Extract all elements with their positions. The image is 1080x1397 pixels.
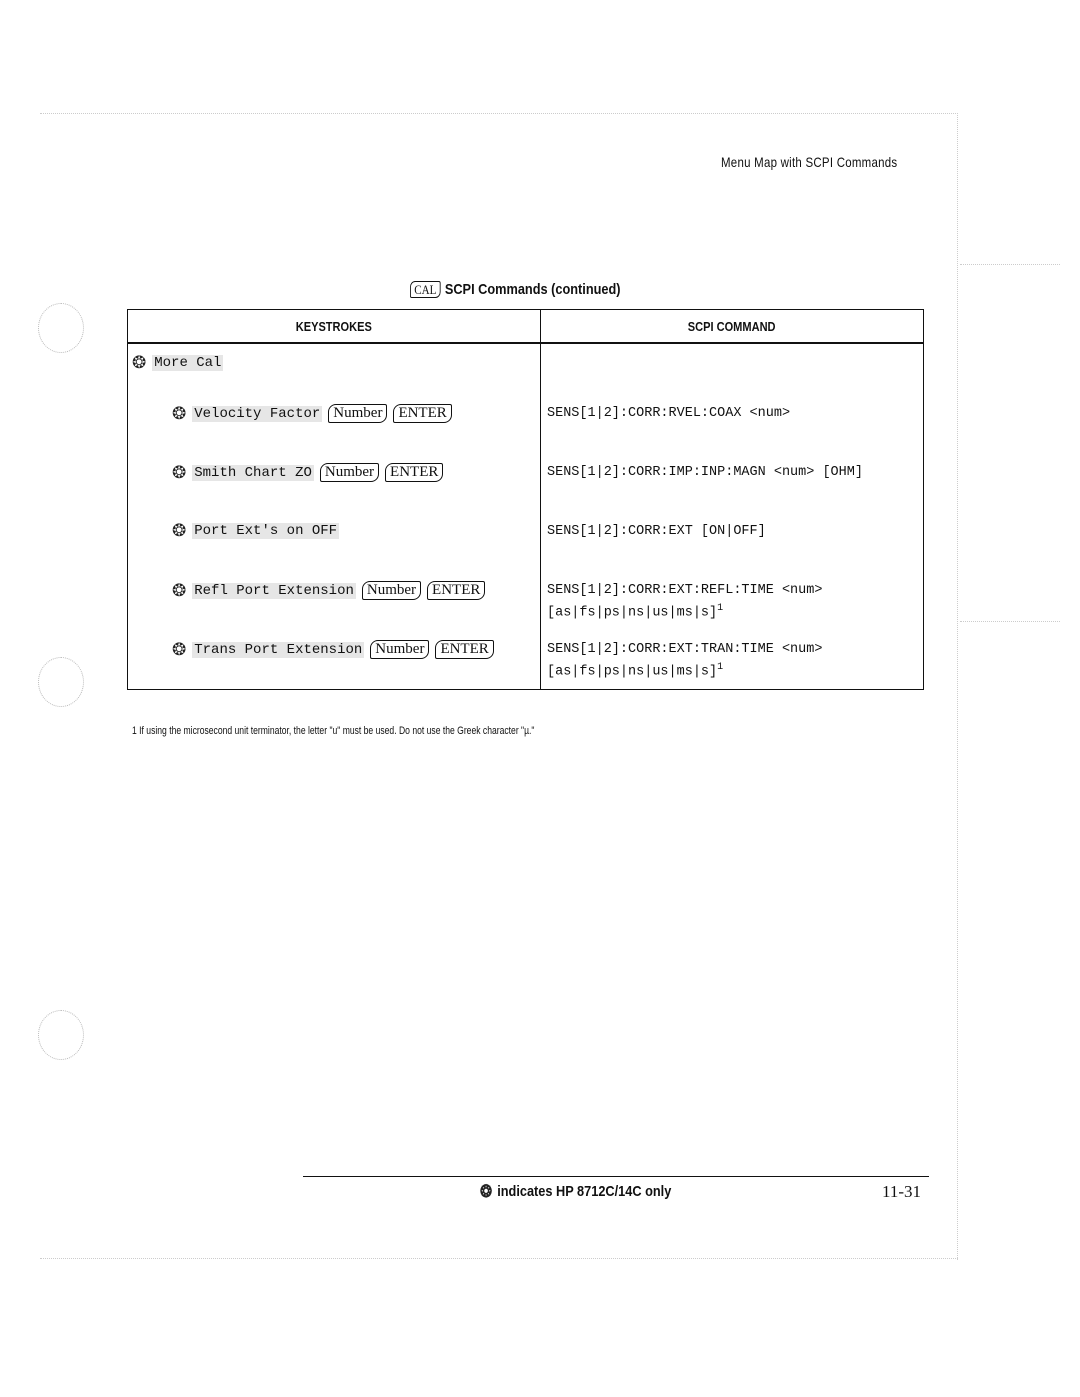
table-row [128,453,540,512]
scan-mark [960,621,1060,622]
running-header: Menu Map with SCPI Commands [721,154,898,170]
hp8712c-indicator-icon: ❂ [172,581,187,600]
table-row [541,512,923,571]
table-body [128,343,924,690]
table-row [541,344,923,394]
footer-rule [303,1176,929,1177]
footer-note [480,1183,671,1200]
footnote: 1 If using the microsecond unit terminator, the letter "u" must be used. Do not use the Greek character "µ." [132,725,535,737]
scpi-command-column [541,343,924,690]
table-row [128,630,540,689]
keystrokes-column [128,343,541,690]
enter-key: ENTER [393,404,451,423]
cal-hardkey: CAL [410,281,441,298]
table-row [128,571,540,630]
softkey-velocity-factor: Velocity Factor [194,405,321,422]
scpi-command: SENS[1|2]:CORR:EXT [ON|OFF] [547,524,766,539]
section-title [410,281,621,298]
footer-note-text: indicates HP 8712C/14C only [497,1183,672,1200]
keystrokes-header: KEYSTROKES [128,310,541,344]
softkey-more-cal: More Cal [154,354,222,371]
enter-key: ENTER [385,463,443,482]
scan-edge-right [957,115,958,1260]
scpi-command-table [127,309,924,690]
scan-edge-top [40,113,958,114]
scpi-command: SENS[1|2]:CORR:RVEL:COAX <num> [547,406,791,421]
scpi-command: SENS[1|2]:CORR:IMP:INP:MAGN <num> [OHM] [547,465,863,480]
section-title-text: SCPI Commands (continued) [444,281,621,298]
table-header-row [128,310,924,344]
softkey-port-exts: Port Ext's on OFF [194,522,338,539]
enter-key: ENTER [427,581,485,600]
number-key: Number [362,581,421,600]
table-row [541,453,923,512]
binder-hole [38,303,84,353]
table-row [541,394,923,453]
footnote-ref: 1 [717,662,724,673]
table-row [128,344,540,394]
hp8712c-indicator-icon: ❂ [172,463,187,482]
number-key: Number [328,404,387,423]
hp8712c-indicator-icon: ❂ [172,521,187,540]
table-row [541,571,923,630]
number-key: Number [370,640,429,659]
scpi-command: SENS[1|2]:CORR:EXT:REFL:TIME <num> $[as|fs|ps|ns|us|ms|s]^1$ [547,583,823,621]
table-row [128,394,540,453]
page-number: 11-31 [882,1182,922,1201]
footnote-ref: 1 [717,603,724,614]
hp8712c-indicator-icon: ❂ [132,353,147,372]
scpi-command-header: SCPI COMMAND [541,310,924,344]
scan-edge-bottom [40,1258,958,1259]
hp8712c-indicator-icon: ❂ [172,404,187,423]
softkey-smith-chart-zo: Smith Chart ZO [194,464,312,481]
binder-hole [38,1010,84,1060]
table-row [128,512,540,571]
binder-hole [38,657,84,707]
scan-mark [960,264,1060,265]
softkey-trans-port-extension: Trans Port Extension [194,641,363,658]
scpi-command: SENS[1|2]:CORR:EXT:TRAN:TIME <num> $[as|fs|ps|ns|us|ms|s]^1$ [547,642,823,680]
enter-key: ENTER [435,640,493,659]
hp8712c-indicator-icon: ❂ [480,1182,493,1201]
hp8712c-indicator-icon: ❂ [172,640,187,659]
table-row [541,630,923,689]
number-key: Number [320,463,379,482]
softkey-refl-port-extension: Refl Port Extension [194,582,354,599]
